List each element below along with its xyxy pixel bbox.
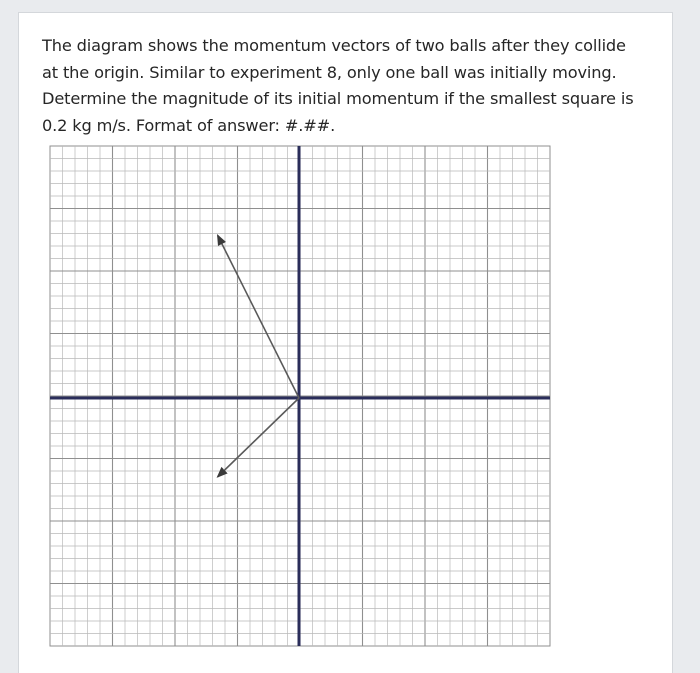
question-text: The diagram shows the momentum vectors of two balls after they collide at the origin. Similar to experiment 8, only one ball was initially moving. Determine the magnitude of its initial momentum if the smallest square is 0.2 kg m/s. Format of answer: #.##. — [42, 36, 634, 135]
